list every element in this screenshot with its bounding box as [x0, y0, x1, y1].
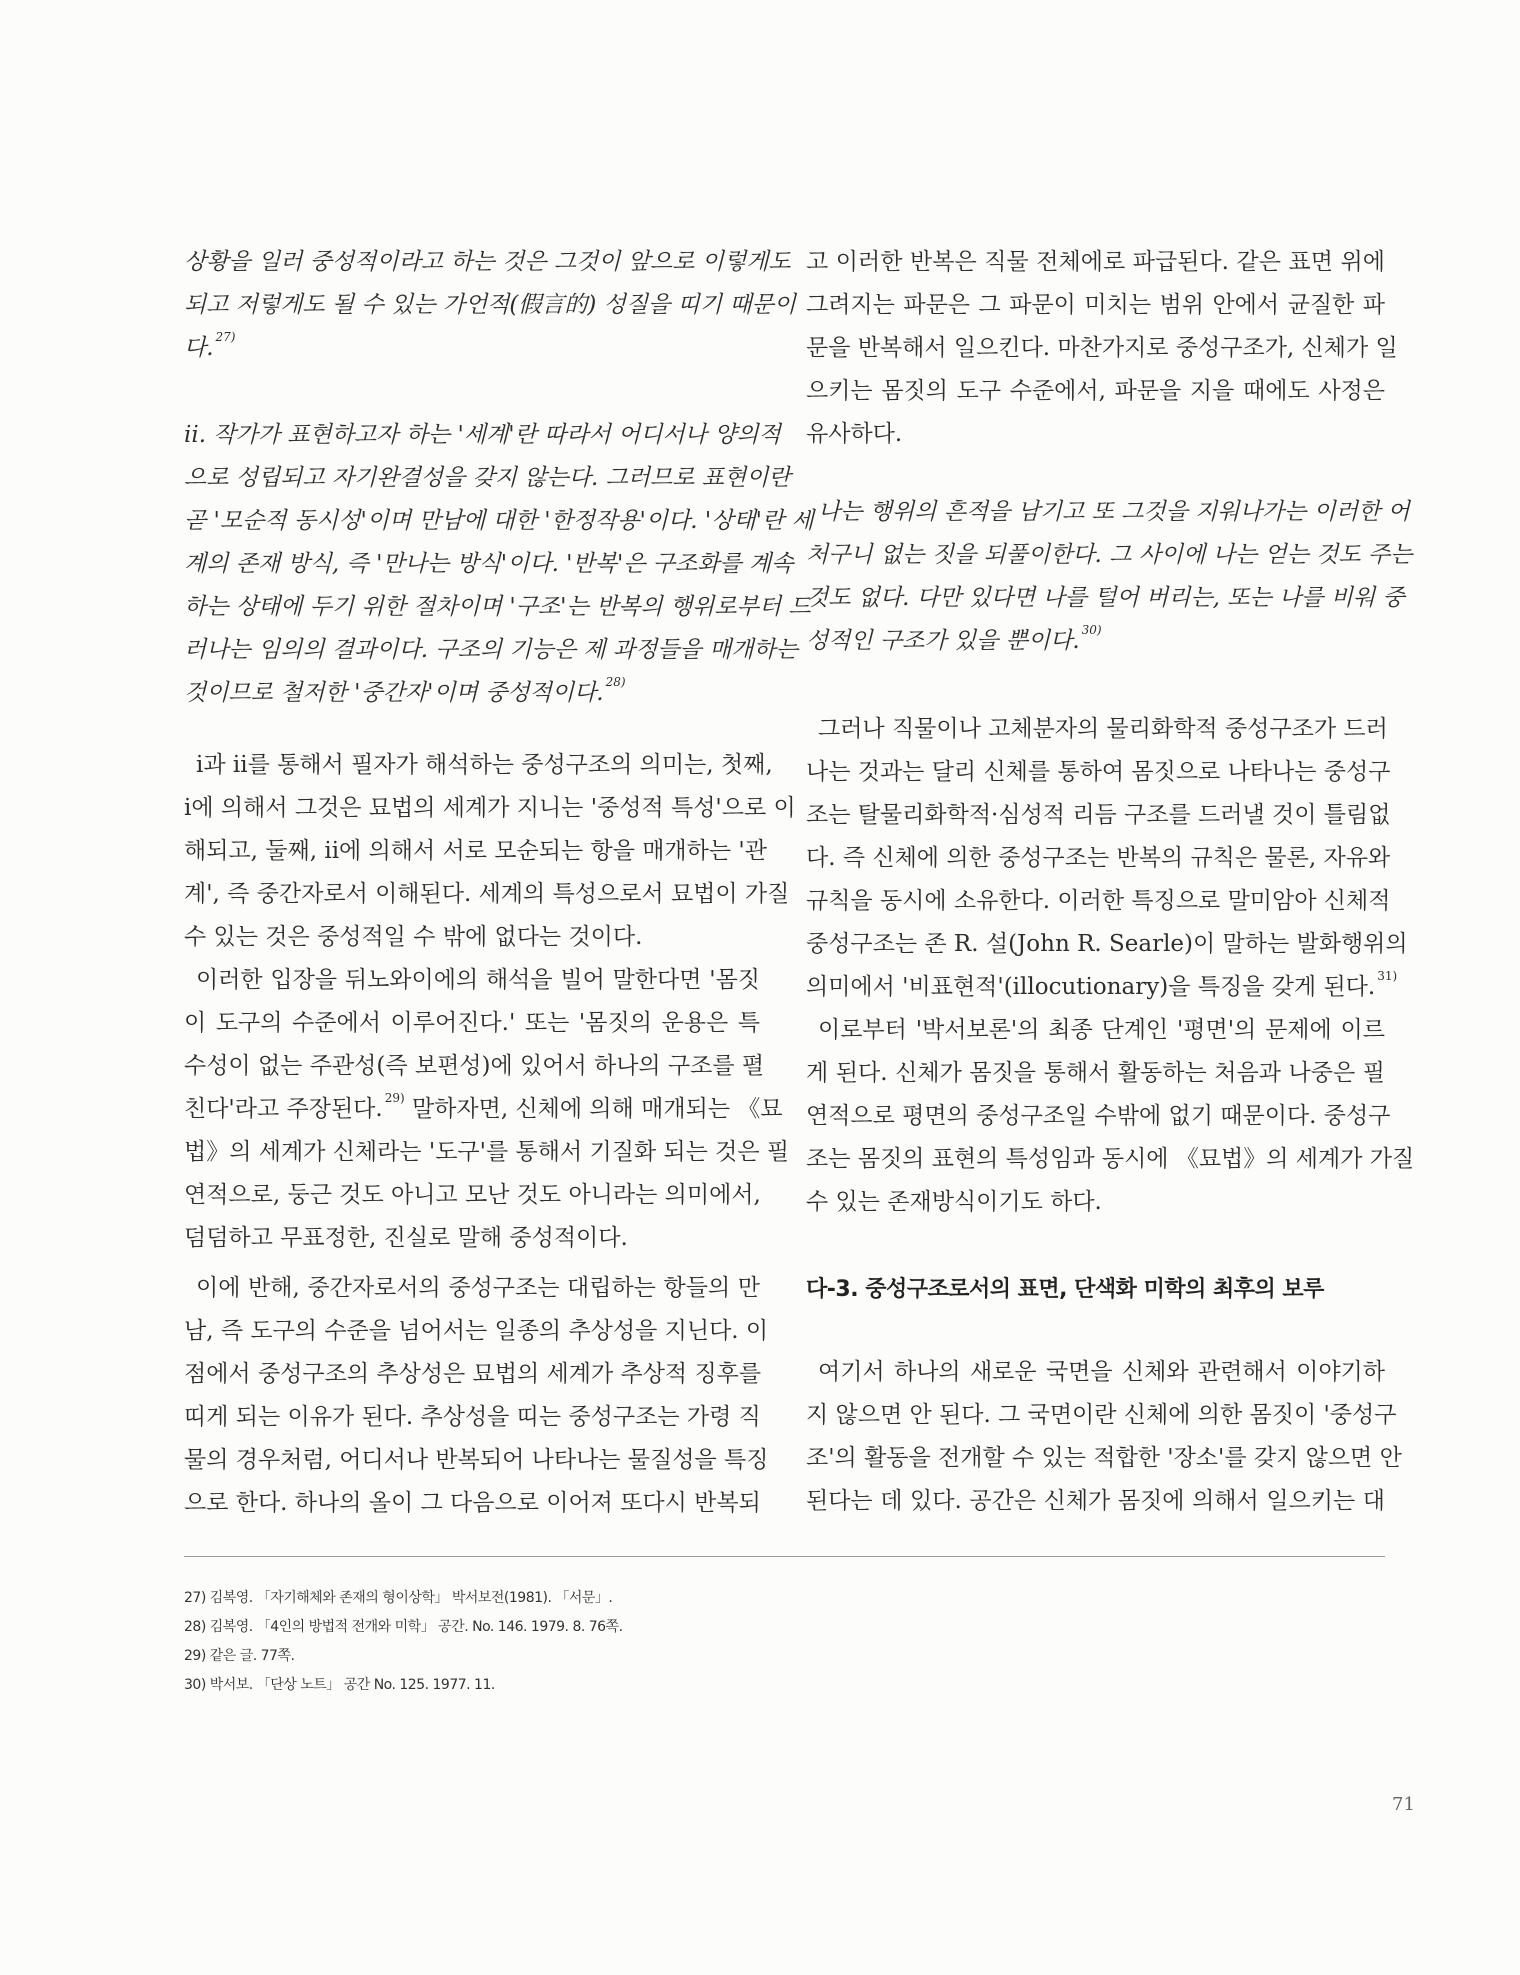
footnote-reference: 31)	[1377, 969, 1398, 983]
text-line	[806, 966, 1398, 1009]
text-line: 연적으로 평면의 중성구조일 수밖에 없기 때문이다. 중성구	[806, 1103, 1391, 1129]
text-line: 다. 즉 신체에 의한 중성구조는 반복의 규칙은 물론, 자유와	[806, 845, 1391, 871]
text-line: i과 ii를 통해서 필자가 해석하는 중성구조의 의미는, 첫째,	[196, 752, 773, 778]
text-line: 띠게 되는 이유가 된다. 추상성을 띠는 중성구조는 가령 직	[184, 1404, 761, 1430]
text-line: 조는 탈물리화학적·심성적 리듬 구조를 드러낼 것이 틀림없	[806, 802, 1391, 828]
text-line: 조는 몸짓의 표현의 특성임과 동시에 《묘법》의 세계가 가질	[806, 1146, 1415, 1172]
text-line: 지 않으면 안 된다. 그 국면이란 신체에 의한 몸짓이 '중성구	[806, 1402, 1397, 1428]
text-line: 으키는 몸짓의 도구 수준에서, 파문을 지을 때에도 사정은	[806, 378, 1385, 404]
line-text: 다.	[184, 335, 214, 361]
text-line: 여기서 하나의 새로운 국면을 신체와 관련해서 이야기하	[818, 1359, 1385, 1385]
text-line: 유사하다.	[806, 421, 903, 447]
text-line	[806, 620, 1385, 663]
quote-block-ii	[184, 414, 814, 715]
text-line: 곧 '모순적 동시성'이며 만남에 대한 '한정작용'이다. '상태'란 세	[184, 508, 814, 534]
text-line: 수 있는 것은 중성적일 수 밖에 없다는 것이다.	[184, 924, 643, 950]
section-heading: 다-3. 중성구조로서의 표면, 단색화 미학의 최후의 보루	[806, 1277, 1324, 1302]
text-line: 조'의 활동을 전개할 수 있는 적합한 '장소'를 갖지 않으면 안	[806, 1445, 1402, 1471]
text-line: 덤덤하고 무표정한, 진실로 말해 중성적이다.	[184, 1225, 628, 1251]
text-line: 연적으로, 둥근 것도 아니고 모난 것도 아니라는 의미에서,	[184, 1182, 761, 1208]
line-text: 것이므로 철저한 '중간자'이며 중성적이다.	[184, 680, 604, 706]
body-paragraph	[806, 241, 1398, 456]
body-paragraph	[806, 708, 1408, 1009]
text-line: 그러나 직물이나 고체분자의 물리화학적 중성구조가 드러	[818, 716, 1388, 742]
text-line: 것도 없다. 다만 있다면 나를 털어 버리는, 또는 나를 비워 중	[806, 585, 1405, 611]
text-line: 하는 상태에 두기 위한 절차이며 '구조'는 반복의 행위로부터 드	[184, 594, 811, 620]
text-line: 이러한 입장을 뒤노와이에의 해석을 빌어 말한다면 '몸짓	[196, 967, 760, 993]
text-line: 나는 것과는 달리 신체를 통하여 몸짓으로 나타나는 중성구	[806, 759, 1391, 785]
text-line: 처구니 없는 짓을 되풀이한다. 그 사이에 나는 얻는 것도 주는	[806, 542, 1413, 568]
text-line: 게 된다. 신체가 몸짓을 통해서 활동하는 처음과 나중은 필	[806, 1060, 1385, 1086]
text-line: 점에서 중성구조의 추상성은 묘법의 세계가 추상적 징후를	[184, 1361, 762, 1387]
text-line: 이에 반해, 중간자로서의 중성구조는 대립하는 항들의 만	[196, 1275, 760, 1301]
footnote-reference: 28)	[605, 675, 626, 689]
footnote-28: 28) 김복영. 「4인의 방법적 전개와 미학」 공간. No. 146. 1979. 8. 76쪽.	[184, 1619, 623, 1635]
footnote-divider	[184, 1556, 1385, 1557]
body-paragraph	[184, 744, 796, 959]
text-line: 수 있는 존재방식이기도 하다.	[806, 1189, 1102, 1215]
body-paragraph	[806, 1351, 1402, 1523]
text-line: 상황을 일러 중성적이라고 하는 것은 그것이 앞으로 이렇게도	[184, 249, 791, 275]
text-line: 규칙을 동시에 소유한다. 이러한 특징으로 말미암아 신체적	[806, 888, 1391, 914]
text-line: 중성구조는 존 R. 설(John R. Searle)이 말하는 발화행위의	[806, 931, 1408, 957]
body-paragraph	[184, 959, 790, 1260]
text-line	[184, 1088, 783, 1131]
body-paragraph	[806, 1009, 1415, 1224]
footnote-27: 27) 김복영. 「자기해체와 존재의 형이상학」 박서보전(1981). 「서문」.	[184, 1590, 613, 1606]
text-line: 수성이 없는 주관성(즉 보편성)에 있어서 하나의 구조를 펼	[184, 1053, 765, 1079]
text-line: 문을 반복해서 일으킨다. 마찬가지로 중성구조가, 신체가 일	[806, 335, 1398, 361]
footnote-30: 30) 박서보. 「단상 노트」 공간 No. 125. 1977. 11.	[184, 1677, 495, 1693]
text-line: 그려지는 파문은 그 파문이 미치는 범위 안에서 균질한 파	[806, 292, 1385, 318]
text-line: 법》의 세계가 신체라는 '도구'를 통해서 기질화 되는 것은 필	[184, 1139, 790, 1165]
text-line: 으로 성립되고 자기완결성을 갖지 않는다. 그러므로 표현이란	[184, 465, 791, 491]
footnotes	[184, 1584, 623, 1700]
text-line: 계의 존재 방식, 즉 '만나는 방식'이다. '반복'은 구조화를 계속	[184, 551, 794, 577]
footnote-reference: 27)	[215, 330, 236, 344]
footnote-reference: 30)	[1081, 623, 1102, 637]
line-text: 의미에서 '비표현적'(illocutionary)을 특징을 갖게 된다.	[806, 974, 1376, 1000]
footnote-29: 29) 같은 글. 77쪽.	[184, 1648, 295, 1664]
text-line: 고 이러한 반복은 직물 전체에로 파급된다. 같은 표면 위에	[806, 249, 1385, 275]
page-number: 71	[1392, 1794, 1415, 1815]
text-line: ii. 작가가 표현하고자 하는 '세계'란 따라서 어디서나 양의적	[184, 422, 781, 448]
body-paragraph	[184, 1267, 769, 1525]
text-line: 해되고, 둘째, ii에 의해서 서로 모순되는 항을 매개하는 '관	[184, 838, 767, 864]
text-line: i에 의해서 그것은 묘법의 세계가 지니는 '중성적 특성'으로 이	[184, 795, 796, 821]
text-line: 이 도구의 수준에서 이루어진다.' 또는 '몸짓의 운용은 특	[184, 1010, 760, 1036]
text-line	[184, 327, 760, 370]
text-line: 이로부터 '박서보론'의 최종 단계인 '평면'의 문제에 이르	[818, 1017, 1385, 1043]
artist-quote-block	[806, 491, 1413, 663]
text-line: 러나는 임의의 결과이다. 구조의 기능은 제 과정들을 매개하는	[184, 637, 798, 663]
text-line: 물의 경우처럼, 어디서나 반복되어 나타나는 물질성을 특징	[184, 1447, 769, 1473]
text-line: 으로 한다. 하나의 올이 그 다음으로 이어져 또다시 반복되	[184, 1490, 761, 1516]
text-line: 된다는 데 있다. 공간은 신체가 몸짓에 의해서 일으키는 대	[806, 1488, 1385, 1514]
text-line	[184, 672, 760, 715]
text-line: 되고 저렇게도 될 수 있는 가언적(假言的) 성질을 띠기 때문이	[184, 292, 797, 318]
line-text: 성적인 구조가 있을 뿐이다.	[806, 628, 1080, 654]
text-line: 계', 즉 중간자로서 이해된다. 세계의 특성으로서 묘법이 가질	[184, 881, 790, 907]
text-line: 나는 행위의 흔적을 남기고 또 그것을 지워나가는 이러한 어	[818, 499, 1410, 525]
line-text: 친다'라고 주장된다.	[184, 1096, 383, 1122]
line-text: 말하자면, 신체에 의해 매개되는 《묘	[404, 1096, 783, 1122]
footnote-reference: 29)	[384, 1091, 405, 1105]
text-line: 남, 즉 도구의 수준을 넘어서는 일종의 추상성을 지닌다. 이	[184, 1318, 769, 1344]
quote-block-i-continuation	[184, 241, 797, 370]
